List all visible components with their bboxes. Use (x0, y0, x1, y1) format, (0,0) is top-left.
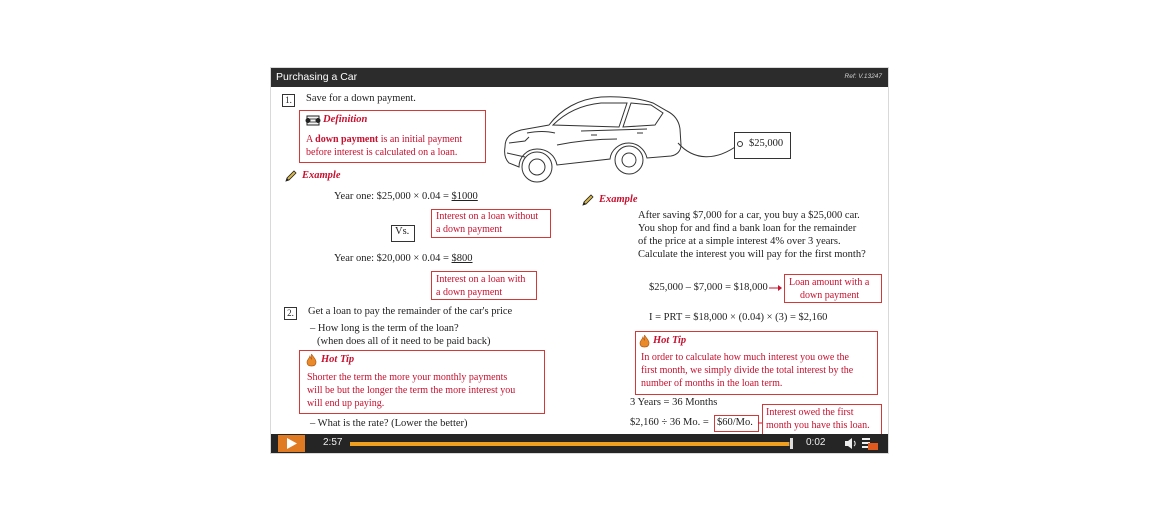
flame-icon (639, 334, 650, 348)
tag-hole-icon (736, 140, 744, 148)
step-2-question-2: – What is the rate? (Lower the better) (310, 418, 468, 429)
final-calc: $2,160 ÷ 36 Mo. = (630, 417, 709, 428)
reference-code: Ref: V.13247 (844, 73, 882, 80)
step-2-question-1: – How long is the term of the loan? (310, 323, 459, 334)
progress-handle[interactable] (790, 438, 793, 449)
hot-tip-2-heading: Hot Tip (653, 335, 687, 346)
hot-tip-1-line-2: will be but the longer the term the more interest you (307, 385, 516, 396)
play-button[interactable] (278, 435, 305, 452)
example-2-paragraph-line-1: After saving $7,000 for a car, you buy a $25,000 car. (638, 210, 860, 221)
callout-final-line-1: Interest owed the first (766, 407, 854, 418)
hot-tip-1-heading: Hot Tip (321, 354, 355, 365)
step-2-text: Get a loan to pay the remainder of the car's price (308, 306, 513, 317)
play-icon (286, 438, 297, 449)
example-1-line-1: Year one: $25,000 × 0.04 = $1000 (334, 191, 478, 202)
callout-1-line-2: a down payment (436, 224, 503, 235)
step-2-number: 2. (284, 307, 297, 320)
hot-tip-2-line-3: number of months in the loan term. (641, 378, 783, 389)
callout-loan-line-2: down payment (800, 290, 860, 301)
video-title: Purchasing a Car (276, 71, 358, 83)
example-1-value-1: $1000 (451, 191, 478, 202)
calc-loan-amount: $25,000 – $7,000 = $18,000 (649, 282, 768, 293)
slide-content[interactable] (271, 87, 888, 434)
callout-final-line-2: month you have this loan. (766, 420, 870, 431)
example-2-paragraph-line-4: Calculate the interest you will pay for the first month? (638, 249, 866, 260)
hot-tip-1-line-3: will end up paying. (307, 398, 385, 409)
price-tag-value: $25,000 (749, 138, 784, 149)
example-2-heading: Example (599, 194, 638, 205)
months-conversion: 3 Years = 36 Months (630, 397, 718, 408)
remaining-time: 0:02 (806, 437, 826, 448)
example-1-heading: Example (302, 170, 341, 181)
scroll-icon (305, 114, 321, 127)
progress-bar[interactable] (350, 442, 793, 446)
callout-2-line-2: a down payment (436, 287, 503, 298)
example-2-paragraph-line-3: of the price at a simple interest 4% over 3 years. (638, 236, 841, 247)
callout-2-line-1: Interest on a loan with (436, 274, 526, 285)
definition-heading: Definition (323, 114, 368, 125)
definition-line-2: before interest is calculated on a loan. (306, 147, 458, 158)
definition-line-1: A down payment is an initial payment (306, 134, 463, 145)
callout-loan-line-1: Loan amount with a (789, 277, 870, 288)
hot-tip-1-line-1: Shorter the term the more your monthly payments (307, 372, 508, 383)
title-bar (271, 68, 888, 87)
video-player (271, 68, 888, 453)
pencil-icon (581, 193, 595, 207)
current-time: 2:57 (323, 437, 343, 448)
definition-term: down payment (315, 134, 379, 145)
arrow-right-icon (769, 283, 783, 293)
hot-tip-2-line-2: first month, we simply divide the total interest by the (641, 365, 854, 376)
callout-1-line-1: Interest on a loan without (436, 211, 539, 222)
hot-tip-2-line-1: In order to calculate how much interest you owe the (641, 352, 849, 363)
volume-icon[interactable] (844, 437, 858, 450)
example-1-value-2: $800 (451, 253, 473, 264)
vs-text: Vs. (395, 226, 410, 237)
chapter-flag-icon[interactable] (868, 443, 878, 450)
pencil-icon (284, 169, 298, 183)
flame-icon (306, 353, 317, 367)
player-controls (271, 434, 888, 453)
progress-fill (350, 442, 789, 446)
example-1-line-2: Year one: $20,000 × 0.04 = $800 (334, 253, 473, 264)
final-value: $60/Mo. (717, 417, 753, 428)
step-2-question-1-sub: (when does all of it need to be paid back) (317, 336, 491, 347)
example-2-paragraph-line-2: You shop for and find a bank loan for the remainder (638, 223, 857, 234)
car-illustration (497, 87, 687, 187)
step-1-text: Save for a down payment. (306, 93, 416, 104)
step-1-number: 1. (282, 94, 295, 107)
calc-total-interest: I = PRT = $18,000 × (0.04) × (3) = $2,160 (649, 312, 828, 323)
